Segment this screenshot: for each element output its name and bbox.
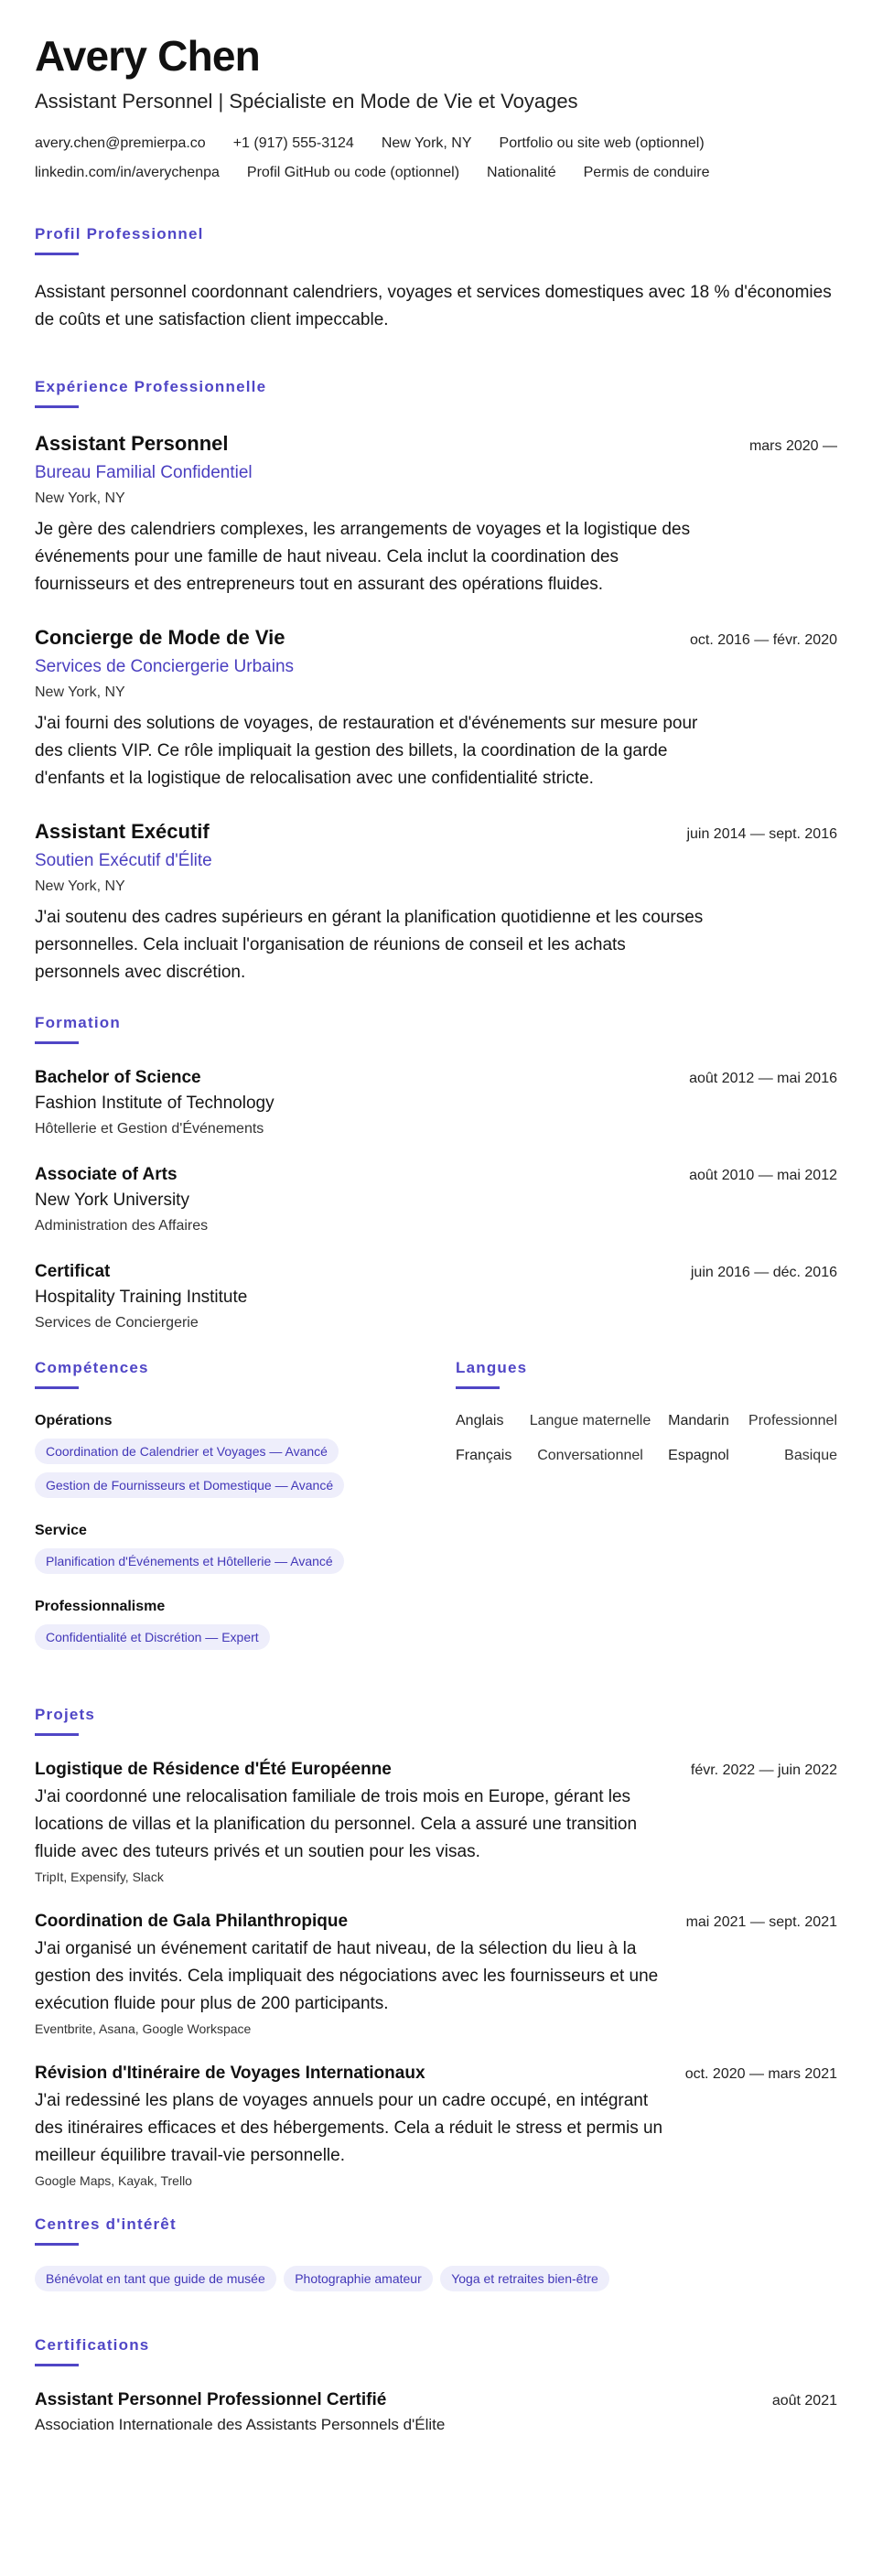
section-certifications xyxy=(35,2336,837,2434)
job-title: Assistant Personnel xyxy=(35,432,229,455)
experience-entry xyxy=(35,626,837,792)
section-divider xyxy=(35,253,79,255)
skill-chip: Coordination de Calendrier et Voyages — Avancé xyxy=(35,1439,339,1464)
section-education xyxy=(35,1014,837,1331)
field-of-study: Services de Conciergerie xyxy=(35,1315,199,1331)
project-entry xyxy=(35,1760,837,1884)
contact-location: New York, NY xyxy=(381,135,472,151)
skill-chip: Planification d'Événements et Hôtellerie — Avancé xyxy=(35,1548,344,1574)
section-divider xyxy=(35,2364,79,2366)
skill-chip: Confidentialité et Discrétion — Expert xyxy=(35,1624,270,1650)
project-date: mai 2021 — sept. 2021 xyxy=(685,1914,837,1930)
job-location: New York, NY xyxy=(35,684,125,700)
certification-title: Assistant Personnel Professionnel Certifié xyxy=(35,2390,387,2409)
contact-info xyxy=(35,135,837,181)
job-location: New York, NY xyxy=(35,878,125,894)
project-description: J'ai redessiné les plans de voyages annuels pour un cadre occupé, en intégrant des itinéraires efficaces et des hébergements. Cela a réduit le stress et permis un meilleur équilibre travail-vie personnelle. xyxy=(35,2091,663,2165)
contact-github[interactable]: Profil GitHub ou code (optionnel) xyxy=(246,165,460,180)
language-level: Basique xyxy=(784,1448,837,1463)
language-name: Français xyxy=(456,1448,512,1463)
certification-date: août 2021 xyxy=(771,2393,837,2409)
section-title: Formation xyxy=(35,1014,121,1031)
degree-title: Associate of Arts xyxy=(35,1165,178,1184)
certification-entry xyxy=(35,2390,837,2434)
project-entry xyxy=(35,2064,837,2188)
education-date: juin 2016 — déc. 2016 xyxy=(690,1265,837,1280)
project-tools: Google Maps, Kayak, Trello xyxy=(35,2173,192,2188)
language-name: Anglais xyxy=(456,1413,504,1428)
section-divider xyxy=(35,1386,79,1389)
section-divider xyxy=(456,1386,500,1389)
candidate-name: Avery Chen xyxy=(35,32,260,80)
contact-email[interactable]: avery.chen@premierpa.co xyxy=(35,135,206,151)
job-description: Je gère des calendriers complexes, les arrangements de voyages et la logistique des événements pour une famille de haut niveau. Cela inclut la coordination des fournisseurs et des entrepreneurs tout en assurant des opérations fluides. xyxy=(35,520,691,594)
education-entry xyxy=(35,1068,837,1137)
section-title: Certifications xyxy=(35,2336,150,2354)
field-of-study: Hôtellerie et Gestion d'Événements xyxy=(35,1121,264,1137)
section-title: Compétences xyxy=(35,1359,149,1376)
languages-grid xyxy=(456,1413,837,1464)
project-title: Révision d'Itinéraire de Voyages Internationaux xyxy=(35,2064,425,2083)
section-skills xyxy=(35,1359,456,1675)
job-employer: Bureau Familial Confidentiel xyxy=(35,463,253,482)
experience-entry xyxy=(35,432,837,598)
job-title: Concierge de Mode de Vie xyxy=(35,626,285,649)
section-divider xyxy=(35,2243,79,2246)
contact-portfolio[interactable]: Portfolio ou site web (optionnel) xyxy=(499,135,705,151)
section-languages xyxy=(456,1359,837,1675)
skill-group xyxy=(35,1413,456,1506)
language-name: Espagnol xyxy=(668,1448,729,1463)
project-description: J'ai organisé un événement caritatif de haut niveau, de la sélection du lieu à la gestion des invités. Cela impliquait des négociations avec les fournisseurs et une exécution fluide pour plus de 200 participants. xyxy=(35,1939,659,2013)
skill-category: Service xyxy=(35,1523,87,1538)
interest-chip: Photographie amateur xyxy=(284,2266,433,2291)
language-level: Langue maternelle xyxy=(529,1413,651,1428)
project-date: oct. 2020 — mars 2021 xyxy=(684,2066,837,2082)
school-name: Fashion Institute of Technology xyxy=(35,1094,275,1113)
contact-license: Permis de conduire xyxy=(583,165,710,180)
contact-nationality: Nationalité xyxy=(487,165,556,180)
education-date: août 2012 — mai 2016 xyxy=(689,1071,837,1086)
education-date: août 2010 — mai 2012 xyxy=(689,1168,837,1183)
resume-header xyxy=(35,32,837,181)
skill-category: Opérations xyxy=(35,1413,113,1428)
education-entry xyxy=(35,1262,837,1331)
section-title: Langues xyxy=(456,1359,528,1376)
section-summary xyxy=(35,225,837,334)
summary-text: Assistant personnel coordonnant calendriers, voyages et services domestiques avec 18 % d'économies de coûts et une satisfaction client impeccable. xyxy=(35,283,832,329)
project-description: J'ai coordonné une relocalisation familiale de trois mois en Europe, gérant les locations de villas et la planification du personnel. Cela a assuré une transition fluide avec des tuteurs privés et un soutien pour les visas. xyxy=(35,1787,638,1861)
interest-chip: Yoga et retraites bien-être xyxy=(440,2266,609,2291)
skill-category: Professionnalisme xyxy=(35,1599,166,1614)
section-interests xyxy=(35,2215,837,2300)
project-entry xyxy=(35,1912,837,2036)
skill-group xyxy=(35,1523,456,1582)
skill-group xyxy=(35,1599,456,1658)
project-tools: TripIt, Expensify, Slack xyxy=(35,1870,164,1884)
project-date: févr. 2022 — juin 2022 xyxy=(690,1762,837,1778)
language-name: Mandarin xyxy=(668,1413,729,1428)
job-date: juin 2014 — sept. 2016 xyxy=(686,826,837,842)
section-title: Profil Professionnel xyxy=(35,225,204,243)
language-level: Conversationnel xyxy=(537,1448,643,1463)
section-title: Projets xyxy=(35,1706,96,1723)
section-divider xyxy=(35,405,79,408)
contact-phone[interactable]: +1 (917) 555-3124 xyxy=(232,135,354,151)
section-title: Expérience Professionnelle xyxy=(35,378,267,395)
job-employer: Services de Conciergerie Urbains xyxy=(35,657,295,676)
job-employer: Soutien Exécutif d'Élite xyxy=(35,851,212,870)
project-title: Coordination de Gala Philanthropique xyxy=(35,1912,349,1931)
section-title: Centres d'intérêt xyxy=(35,2215,177,2233)
degree-title: Certificat xyxy=(35,1262,111,1281)
contact-linkedin[interactable]: linkedin.com/in/averychenpa xyxy=(35,165,220,180)
field-of-study: Administration des Affaires xyxy=(35,1218,209,1234)
language-level: Professionnel xyxy=(748,1413,837,1428)
school-name: Hospitality Training Institute xyxy=(35,1288,248,1307)
section-experience xyxy=(35,378,837,986)
section-divider xyxy=(35,1733,79,1736)
degree-title: Bachelor of Science xyxy=(35,1068,201,1087)
school-name: New York University xyxy=(35,1191,189,1210)
job-date: oct. 2016 — févr. 2020 xyxy=(690,632,837,648)
certification-issuer: Association Internationale des Assistants Personnels d'Élite xyxy=(35,2416,446,2433)
section-divider xyxy=(35,1041,79,1044)
job-description: J'ai soutenu des cadres supérieurs en gérant la planification quotidienne et les courses personnelles. Cela incluait l'organisation de réunions de conseil et les achats personnels avec discrétion. xyxy=(35,908,704,982)
education-entry xyxy=(35,1165,837,1234)
interest-chip: Bénévolat en tant que guide de musée xyxy=(35,2266,276,2291)
job-title: Assistant Exécutif xyxy=(35,820,210,843)
project-tools: Eventbrite, Asana, Google Workspace xyxy=(35,2021,252,2036)
section-projects xyxy=(35,1706,837,2188)
skill-chip: Gestion de Fournisseurs et Domestique — Avancé xyxy=(35,1472,344,1498)
experience-entry xyxy=(35,820,837,986)
job-description: J'ai fourni des solutions de voyages, de restauration et d'événements sur mesure pour des clients VIP. Ce rôle impliquait la gestion des billets, la coordination de la garde d'enfants et la logistique de relocalisation avec une confidentialité stricte. xyxy=(35,714,698,788)
skills-languages-row xyxy=(35,1359,837,1675)
job-location: New York, NY xyxy=(35,490,125,506)
project-title: Logistique de Résidence d'Été Européenne xyxy=(35,1760,392,1779)
job-date: mars 2020 — xyxy=(748,438,837,454)
candidate-headline: Assistant Personnel | Spécialiste en Mode de Vie et Voyages xyxy=(35,90,578,113)
